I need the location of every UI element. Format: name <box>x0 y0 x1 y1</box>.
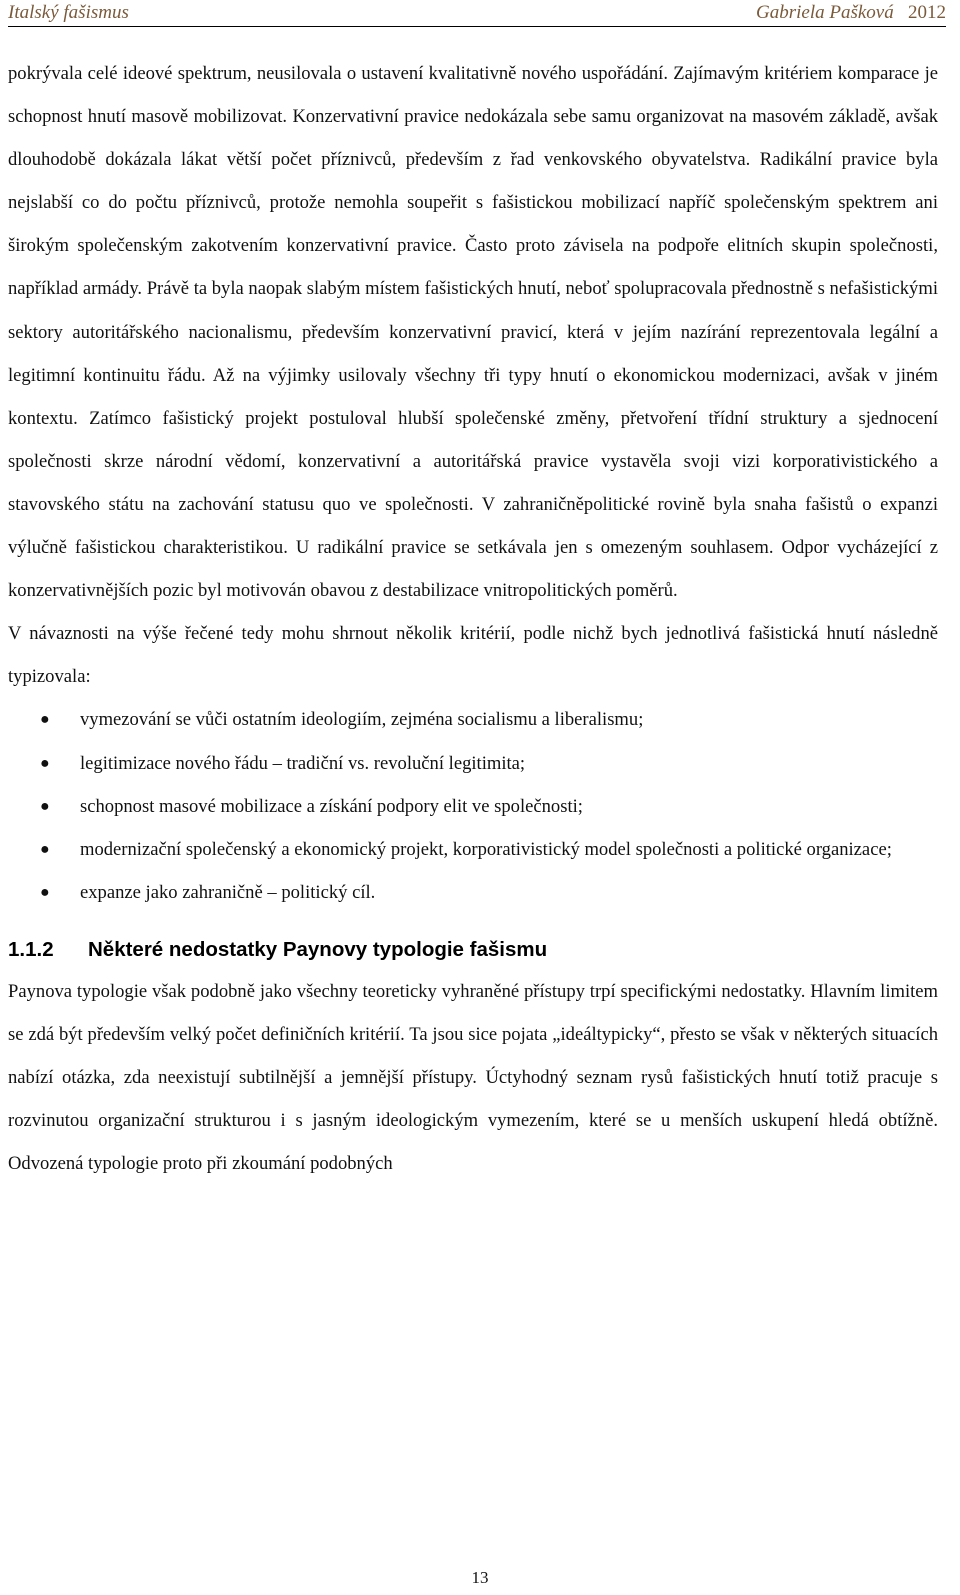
body-paragraph-1: pokrývala celé ideové spektrum, neusilovala o ustavení kvalitativně nového uspořádání. Zajímavým kritériem komparace je schopnost hnutí masově mobilizovat. Konzervativní pravice nedokázala sebe samu organizovat na masovém základě, avšak dlouhodobě dokázala lákat větší počet příznivců, především z řad venkovského obyvatelstva. Radikální pravice byla nejslabší co do počtu příznivců, protože nemohla soupeřit s fašistickou mobilizací napříč společenským spektrem ani širokým společenským zakotvením konzervativní pravice. Často proto závisela na podpoře elitních skupin společnosti, například armády. Právě ta byla naopak slabým místem fašistických hnutí, neboť spolupracovala přednostně s nefašistickými sektory autoritářského nacionalismu, především konzervativní pravicí, která v jejím nazírání reprezentovala legální a legitimní kontinuitu řádu. Až na výjimky usilovaly všechny tři typy hnutí o ekonomickou modernizaci, avšak v jiném kontextu. Zatímco fašistický projekt postuloval hlubší společenské změny, přetvoření třídní struktury a sjednocení společnosti skrze národní vědomí, konzervativní a autoritářská pravice vystavěla svoji vizi korporativistického a stavovského státu na zachování statusu quo ve společnosti. V zahraničněpolitické rovině byla snaha fašistů o expanzi výlučně fašistickou charakteristikou. U radikální pravice se setkávala jen s omezeným souhlasem. Odpor vycházející z konzervativnějších pozic byl motivován obavou z destabilizace vnitropolitických poměrů. <box>8 63 938 602</box>
list-item: ● legitimizace nového řádu – tradiční vs. revoluční legitimita; <box>8 742 938 785</box>
criteria-list <box>8 698 938 913</box>
header-author: Gabriela Pašková <box>756 2 894 23</box>
page-header <box>8 0 946 27</box>
page-body <box>8 52 938 1185</box>
bullet-icon: ● <box>40 840 50 858</box>
header-year: 2012 <box>908 2 946 23</box>
section-heading <box>8 930 938 970</box>
bullet-icon: ● <box>40 797 50 815</box>
list-item: ● schopnost masové mobilizace a získání podpory elit ve společnosti; <box>8 785 938 828</box>
section-title: Některé nedostatky Paynovy typologie fašismu <box>88 937 548 961</box>
body-paragraph-2: V návaznosti na výše řečené tedy mohu shrnout několik kritérií, podle nichž bych jednotlivá fašistická hnutí následně typizovala: <box>8 623 938 688</box>
header-author-year <box>756 2 946 24</box>
bullet-icon: ● <box>40 754 50 772</box>
header-title: Italský fašismus <box>8 2 129 23</box>
list-item: ● modernizační společenský a ekonomický projekt, korporativistický model společnosti a politické organizace; <box>8 828 938 871</box>
list-item: ● vymezování se vůči ostatním ideologiím, zejména socialismu a liberalismu; <box>8 698 938 741</box>
page-number: 13 <box>471 1568 489 1587</box>
section-paragraph: Paynova typologie však podobně jako všechny teoreticky vyhraněné přístupy trpí specifickými nedostatky. Hlavním limitem se zdá být především velký počet definičních kritérií. Ta jsou sice pojata „ideáltypicky“, přesto se však v některých situacích nabízí otázka, zda neexistují subtilnější a jemnější přístupy. Úctyhodný seznam rysů fašistických hnutí totiž pracuje s rozvinutou organizační strukturou i s jasným ideologickým vymezením, které se u menších uskupení hledá obtížně. Odvozená typologie proto při zkoumání podobných <box>8 980 938 1175</box>
bullet-icon: ● <box>40 711 50 729</box>
list-item: ● expanze jako zahraničně – politický cíl. <box>8 871 938 914</box>
bullet-icon: ● <box>40 883 50 901</box>
section-number: 1.1.2 <box>8 937 54 961</box>
